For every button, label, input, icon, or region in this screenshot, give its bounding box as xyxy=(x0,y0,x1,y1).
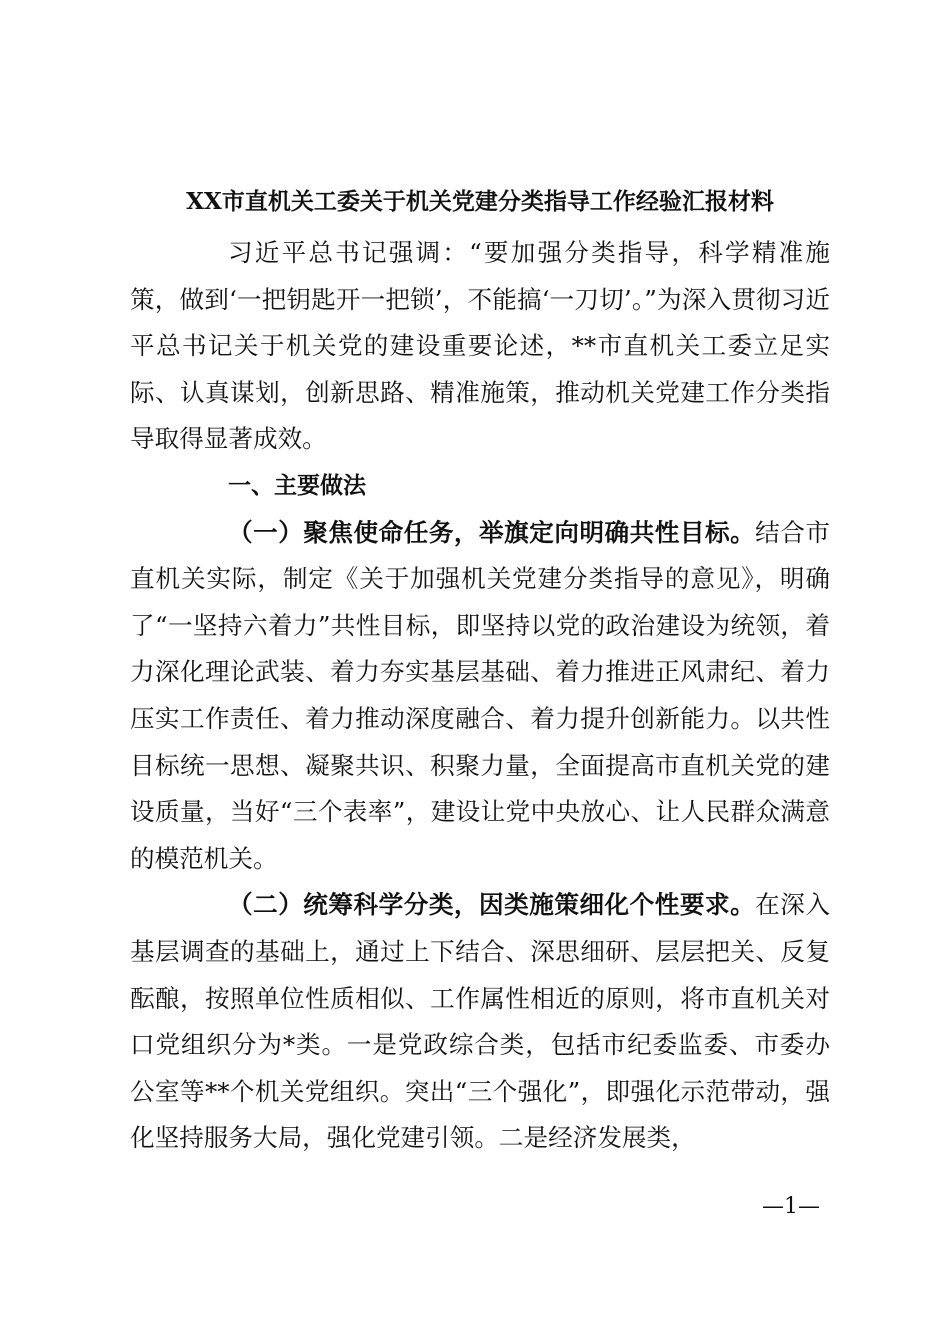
item-2-body: 在深入基层调查的基础上，通过上下结合、深思细研、层层把关、反复酝酿，按照单位性质相似、工作属性相近的原则，将市直机关对口党组织分为*类。一是党政综合类，包括市纪委监委、市委办公室等**个机关党组织。突出“三个强化”，即强化示范带动，强化坚持服务大局，强化党建引领。二是经济发展类， xyxy=(130,890,830,1153)
document-body xyxy=(130,230,830,1162)
intro-paragraph: 习近平总书记强调：“要加强分类指导，科学精准施策，做到‘一把钥匙开一把锁’，不能搞‘一刀切’。”为深入贯彻习近平总书记关于机关党的建设重要论述，**市直机关工委立足实际、认真谋划，创新思路、精准施策，推动机关党建工作分类指导取得显著成效。 xyxy=(130,238,830,454)
item-1-body: 结合市直机关实际，制定《关于加强机关党建分类指导的意见》，明确了“一坚持六着力”共性目标，即坚持以党的政治建设为统领，着力深化理论武装、着力夯实基层基础、着力推进正风肃纪、着力压实工作责任、着力推动深度融合、着力提升创新能力。以共性目标统一思想、凝聚共识、积聚力量，全面提高市直机关党的建设质量，当好“三个表率”，建设让党中央放心、让人民群众满意的模范机关。 xyxy=(130,517,830,873)
page-number: —1— xyxy=(762,1194,820,1219)
item-1-paragraph xyxy=(130,510,830,883)
section-heading-main-practices: 一、主要做法 xyxy=(228,472,366,499)
item-2-paragraph xyxy=(130,882,830,1162)
document-title: XX市直机关工委关于机关党建分类指导工作经验汇报材料 xyxy=(186,188,774,215)
item-2-lead: （二）统筹科学分类，因类施策细化个性要求。 xyxy=(228,890,756,920)
item-1-lead: （一）聚焦使命任务，举旗定向明确共性目标。 xyxy=(228,517,756,547)
